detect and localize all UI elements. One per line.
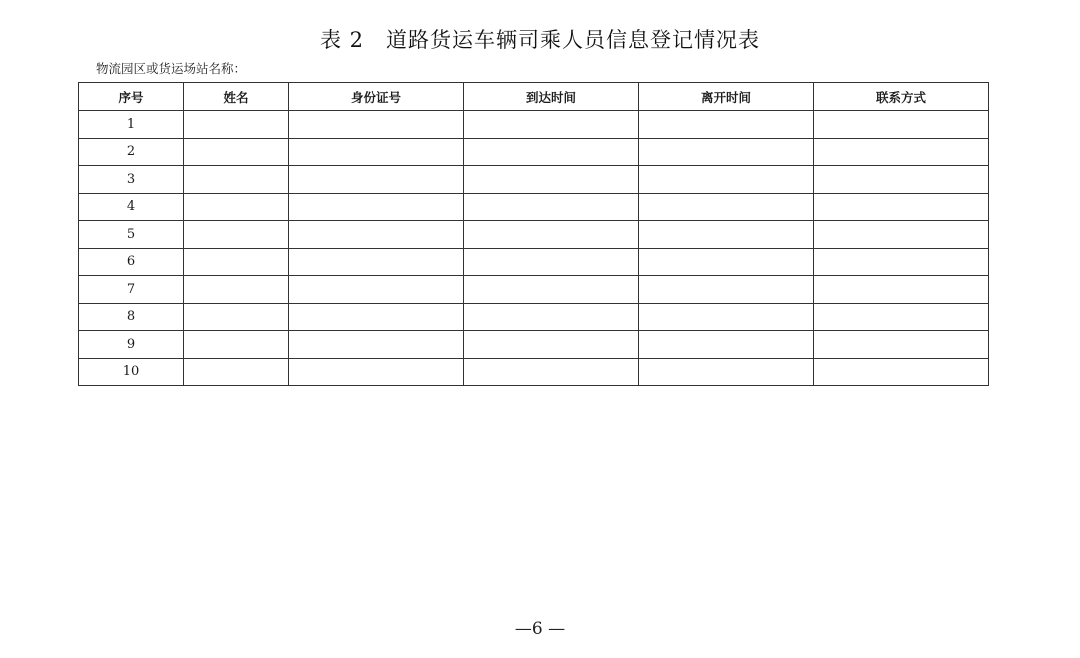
- id-number-cell[interactable]: [289, 138, 464, 166]
- contact-cell[interactable]: [814, 248, 989, 276]
- contact-cell[interactable]: [814, 111, 989, 139]
- column-header-name: 姓名: [184, 83, 289, 111]
- column-header-id-number: 身份证号: [289, 83, 464, 111]
- table-row: [79, 166, 989, 194]
- arrival-time-cell[interactable]: [464, 276, 639, 304]
- name-cell[interactable]: [184, 331, 289, 359]
- id-number-cell[interactable]: [289, 221, 464, 249]
- id-number-cell[interactable]: [289, 358, 464, 386]
- serial-number-cell: 2: [79, 138, 184, 166]
- contact-cell[interactable]: [814, 358, 989, 386]
- arrival-time-cell[interactable]: [464, 358, 639, 386]
- table-row: [79, 303, 989, 331]
- contact-cell[interactable]: [814, 221, 989, 249]
- table-header-row: [79, 83, 989, 111]
- name-cell[interactable]: [184, 303, 289, 331]
- column-header-serial-number: 序号: [79, 83, 184, 111]
- departure-time-cell[interactable]: [639, 331, 814, 359]
- serial-number-cell: 9: [79, 331, 184, 359]
- departure-time-cell[interactable]: [639, 276, 814, 304]
- serial-number-cell: 6: [79, 248, 184, 276]
- departure-time-cell[interactable]: [639, 358, 814, 386]
- departure-time-cell[interactable]: [639, 303, 814, 331]
- contact-cell[interactable]: [814, 331, 989, 359]
- departure-time-cell[interactable]: [639, 193, 814, 221]
- table-row: [79, 248, 989, 276]
- contact-cell[interactable]: [814, 276, 989, 304]
- table-row: [79, 331, 989, 359]
- table-row: [79, 138, 989, 166]
- site-name-label: 物流园区或货运场站名称：: [96, 61, 247, 76]
- name-cell[interactable]: [184, 111, 289, 139]
- table-row: [79, 193, 989, 221]
- table-row: [79, 221, 989, 249]
- serial-number-cell: 10: [79, 358, 184, 386]
- serial-number-cell: 7: [79, 276, 184, 304]
- serial-number-cell: 4: [79, 193, 184, 221]
- id-number-cell[interactable]: [289, 248, 464, 276]
- serial-number-cell: 5: [79, 221, 184, 249]
- column-header-departure-time: 离开时间: [639, 83, 814, 111]
- column-header-contact: 联系方式: [814, 83, 989, 111]
- name-cell[interactable]: [184, 248, 289, 276]
- name-cell[interactable]: [184, 166, 289, 194]
- departure-time-cell[interactable]: [639, 138, 814, 166]
- arrival-time-cell[interactable]: [464, 331, 639, 359]
- table-row: [79, 358, 989, 386]
- serial-number-cell: 3: [79, 166, 184, 194]
- arrival-time-cell[interactable]: [464, 111, 639, 139]
- contact-cell[interactable]: [814, 193, 989, 221]
- id-number-cell[interactable]: [289, 111, 464, 139]
- name-cell[interactable]: [184, 221, 289, 249]
- arrival-time-cell[interactable]: [464, 193, 639, 221]
- arrival-time-cell[interactable]: [464, 248, 639, 276]
- table-row: [79, 111, 989, 139]
- registration-table: [78, 82, 989, 386]
- departure-time-cell[interactable]: [639, 221, 814, 249]
- serial-number-cell: 1: [79, 111, 184, 139]
- name-cell[interactable]: [184, 276, 289, 304]
- id-number-cell[interactable]: [289, 193, 464, 221]
- contact-cell[interactable]: [814, 138, 989, 166]
- page-number: —6 —: [514, 619, 566, 639]
- table-body: [79, 111, 989, 386]
- id-number-cell[interactable]: [289, 303, 464, 331]
- name-cell[interactable]: [184, 358, 289, 386]
- departure-time-cell[interactable]: [639, 111, 814, 139]
- name-cell[interactable]: [184, 138, 289, 166]
- departure-time-cell[interactable]: [639, 166, 814, 194]
- arrival-time-cell[interactable]: [464, 166, 639, 194]
- name-cell[interactable]: [184, 193, 289, 221]
- departure-time-cell[interactable]: [639, 248, 814, 276]
- arrival-time-cell[interactable]: [464, 138, 639, 166]
- serial-number-cell: 8: [79, 303, 184, 331]
- table-row: [79, 276, 989, 304]
- column-header-arrival-time: 到达时间: [464, 83, 639, 111]
- page-title: 表 2 道路货运车辆司乘人员信息登记情况表: [319, 28, 761, 52]
- id-number-cell[interactable]: [289, 166, 464, 194]
- id-number-cell[interactable]: [289, 276, 464, 304]
- id-number-cell[interactable]: [289, 331, 464, 359]
- arrival-time-cell[interactable]: [464, 221, 639, 249]
- contact-cell[interactable]: [814, 303, 989, 331]
- arrival-time-cell[interactable]: [464, 303, 639, 331]
- contact-cell[interactable]: [814, 166, 989, 194]
